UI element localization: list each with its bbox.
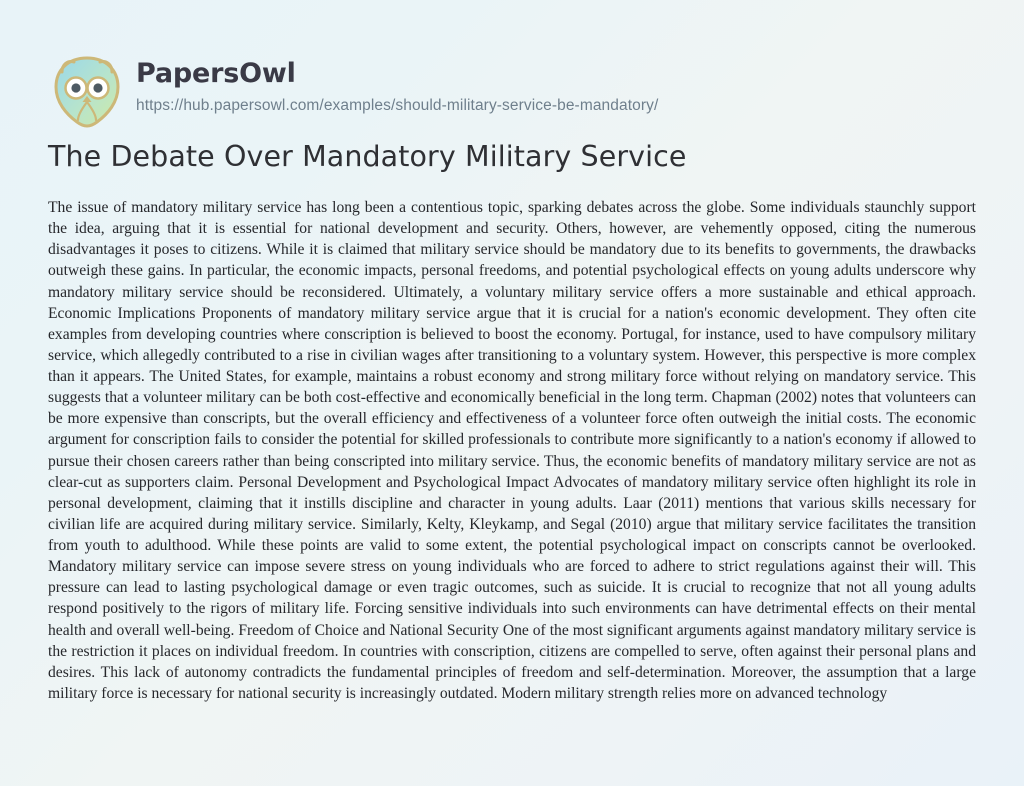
owl-logo-icon [48,54,126,130]
document-content [0,96,1024,704]
site-header [0,0,1024,115]
page-url[interactable]: https://hub.papersowl.com/examples/should-military-service-be-mandatory/ [136,97,659,115]
brand-name: PapersOwl [136,58,296,89]
document-body-text: The issue of mandatory military service has long been a contentious topic, sparking debates across the globe. Some individuals staunchly support the idea, arguing that it is essential for national development and security. Others, however, are vehemently opposed, citing the numerous disadvantages it poses to citizens. While it is claimed that military service should be mandatory due to its benefits to governments, the drawbacks outweigh these gains. In particular, the economic impacts, personal freedoms, and potential psychological effects on young adults underscore why mandatory military service should be reconsidered. Ultimately, a voluntary military service offers a more sustainable and ethical approach. Economic Implications Proponents of mandatory military service argue that it is crucial for a nation's economic development. They often cite examples from developing countries where conscription is believed to boost the economy. Portugal, for instance, used to have compulsory military service, which allegedly contributed to a rise in civilian wages after transitioning to a voluntary system. However, this perspective is more complex than it appears. The United States, for example, maintains a robust economy and strong military force without relying on mandatory service. This suggests that a volunteer military can be both cost-effective and economically beneficial in the long term. Chapman (2002) notes that volunteers can be more expensive than conscripts, but the overall efficiency and effectiveness of a volunteer force often outweigh the initial costs. The economic argument for conscription fails to consider the potential for skilled professionals to contribute more significantly to a nation's economy if allowed to pursue their chosen careers rather than being conscripted into military service. Thus, the economic benefits of mandatory military service are not as clear-cut as supporters claim. Personal Development and Psychological Impact Advocates of mandatory military service often highlight its role in personal development, claiming that it instills discipline and character in young adults. Laar (2011) mentions that various skills necessary for civilian life are acquired during military service. Similarly, Kelty, Kleykamp, and Segal (2010) argue that military service facilitates the transition from youth to adulthood. While these points are valid to some extent, the potential psychological impact on conscripts cannot be overlooked. Mandatory military service can impose severe stress on young individuals who are forced to adhere to strict regulations against their will. This pressure can lead to lasting psychological damage or even tragic outcomes, such as suicide. It is crucial to recognize that not all young adults respond positively to the rigors of military life. Forcing sensitive individuals into such environments can have detrimental effects on their mental health and overall well-being. Freedom of Choice and National Security One of the most significant arguments against mandatory military service is the restriction it places on individual freedom. In countries with conscription, citizens are compelled to serve, often against their personal plans and desires. This lack of autonomy contradicts the fundamental principles of freedom and self-determination. Moreover, the assumption that a large military force is necessary for national security is increasingly outdated. Modern military strength relies more on advanced technology [48,199,976,702]
page-title: The Debate Over Mandatory Military Service [48,140,687,173]
brand-block [126,52,658,115]
